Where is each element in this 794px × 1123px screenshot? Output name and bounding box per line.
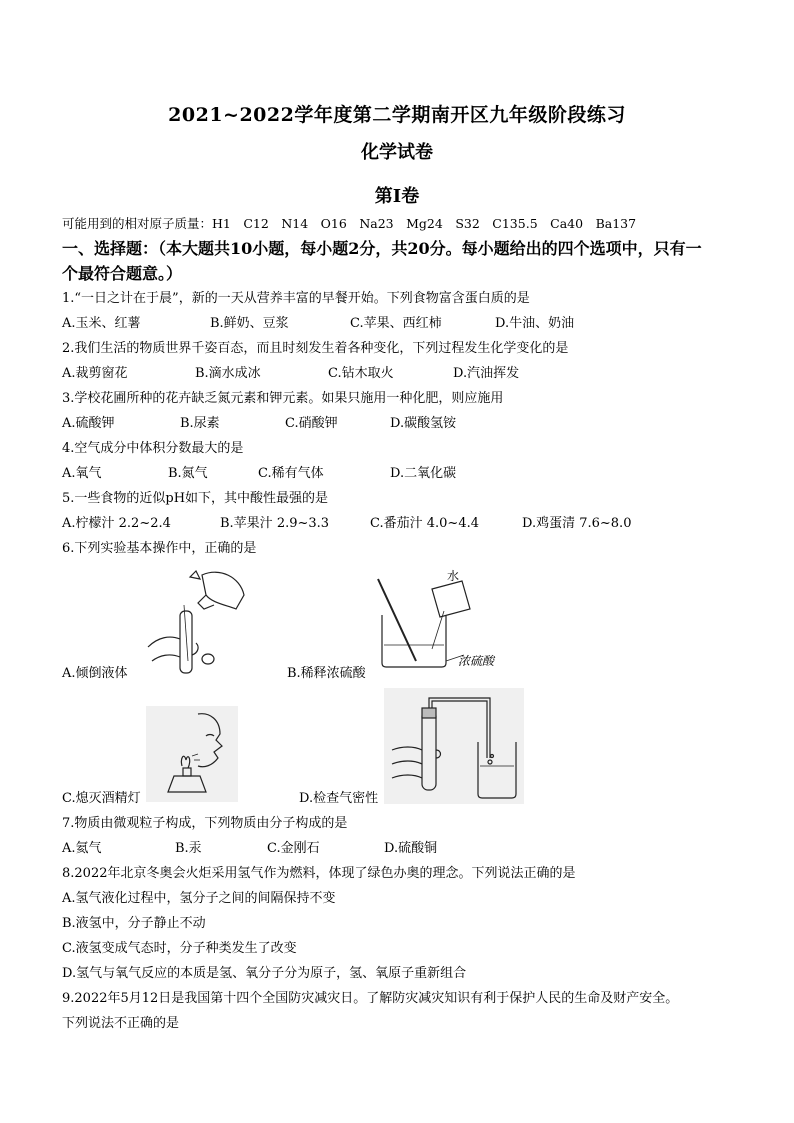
question-1-stem: 1.“一日之计在于晨”，新的一天从营养丰富的早餐开始。下列食物富含蛋白质的是 bbox=[62, 291, 530, 306]
question-3-option-d: D.碳酸氢铵 bbox=[390, 416, 457, 431]
question-8-option-a: A.氢气液化过程中，氢分子之间的间隔保持不变 bbox=[62, 891, 336, 906]
alcohol-lamp-figure bbox=[146, 706, 238, 802]
question-8-option-c: C.液氢变成气态时，分子种类发生了改变 bbox=[62, 941, 297, 956]
question-5-option-d: D.鸡蛋清 7.6~8.0 bbox=[522, 516, 632, 531]
question-7-option-c: C.金刚石 bbox=[267, 841, 320, 856]
question-3-option-c: C.硝酸钾 bbox=[285, 416, 338, 431]
question-7-option-a: A.氦气 bbox=[62, 841, 102, 856]
question-9-stem: 9.2022年5月12日是我国第十四个全国防灾减灾日。了解防灾减灾知识有利于保护人民的生命及财产安全。 bbox=[62, 991, 679, 1006]
question-3-stem: 3.学校花圃所种的花卉缺乏氮元素和钾元素。如果只施用一种化肥，则应施用 bbox=[62, 391, 504, 406]
question-8-stem: 8.2022年北京冬奥会火炬采用氢气作为燃料，体现了绿色办奥的理念。下列说法正确的是 bbox=[62, 866, 576, 881]
water-label: 水 bbox=[447, 569, 460, 583]
question-6-option-d: D.检查气密性 bbox=[299, 791, 379, 806]
question-1-option-a: A.玉米、红薯 bbox=[62, 316, 141, 331]
question-6-stem: 6.下列实验基本操作中，正确的是 bbox=[62, 541, 257, 556]
question-2-option-c: C.钻木取火 bbox=[328, 366, 394, 381]
question-4-option-c: C.稀有气体 bbox=[258, 466, 324, 481]
question-8-option-b: B.液氢中，分子静止不动 bbox=[62, 916, 206, 931]
question-1-option-d: D.牛油、奶油 bbox=[495, 316, 575, 331]
question-6-option-c: C.熄灭酒精灯 bbox=[62, 791, 141, 806]
section-heading-line2: 个最符合题意。） bbox=[62, 264, 183, 283]
question-1-option-b: B.鲜奶、豆浆 bbox=[210, 316, 289, 331]
exam-title: 2021~2022学年度第二学期南开区九年级阶段练习 bbox=[168, 104, 626, 126]
question-8-option-d: D.氢气与氧气反应的本质是氢、氧分子分为原子，氢、氧原子重新组合 bbox=[62, 966, 467, 981]
question-7-option-b: B.汞 bbox=[175, 841, 202, 856]
question-9-stem-continued: 下列说法不正确的是 bbox=[62, 1016, 180, 1031]
question-5-option-c: C.番茄汁 4.0~4.4 bbox=[370, 516, 479, 531]
question-5-option-a: A.柠檬汁 2.2~2.4 bbox=[62, 516, 171, 531]
question-2-option-a: A.裁剪窗花 bbox=[62, 366, 128, 381]
volume-heading: 第I卷 bbox=[374, 186, 420, 207]
question-3-option-a: A.硫酸钾 bbox=[62, 416, 115, 431]
section-heading-line1: 一、选择题：（本大题共10小题，每小题2分，共20分。每小题给出的四个选项中，只有一 bbox=[62, 239, 702, 258]
question-4-stem: 4.空气成分中体积分数最大的是 bbox=[62, 441, 244, 456]
question-7-stem: 7.物质由微观粒子构成，下列物质由分子构成的是 bbox=[62, 816, 348, 831]
question-2-option-b: B.滴水成冰 bbox=[195, 366, 261, 381]
question-5-option-b: B.苹果汁 2.9~3.3 bbox=[220, 516, 330, 531]
question-4-option-b: B.氮气 bbox=[168, 466, 208, 481]
atomic-masses: 可能用到的相对原子质量：H1 C12 N14 O16 Na23 Mg24 S32 C135.5 Ca40 Ba137 bbox=[62, 216, 637, 231]
question-1-option-c: C.苹果、西红柿 bbox=[350, 316, 442, 331]
question-6-option-a: A.倾倒液体 bbox=[62, 666, 128, 681]
airtightness-check-figure bbox=[384, 688, 524, 804]
question-4-option-d: D.二氧化碳 bbox=[390, 466, 457, 481]
question-2-stem: 2.我们生活的物质世界千姿百态，而且时刻发生着各种变化，下列过程发生化学变化的是 bbox=[62, 341, 569, 356]
question-3-option-b: B.尿素 bbox=[180, 416, 220, 431]
pouring-liquid-figure bbox=[140, 565, 260, 677]
exam-subtitle: 化学试卷 bbox=[361, 142, 433, 163]
question-5-stem: 5.一些食物的近似pH如下，其中酸性最强的是 bbox=[62, 491, 329, 506]
question-7-option-d: D.硫酸铜 bbox=[384, 841, 438, 856]
question-4-option-a: A.氧气 bbox=[62, 466, 102, 481]
question-6-option-b: B.稀释浓硫酸 bbox=[287, 666, 366, 681]
question-2-option-d: D.汽油挥发 bbox=[453, 366, 520, 381]
concentrated-acid-label: 浓硫酸 bbox=[458, 654, 495, 668]
